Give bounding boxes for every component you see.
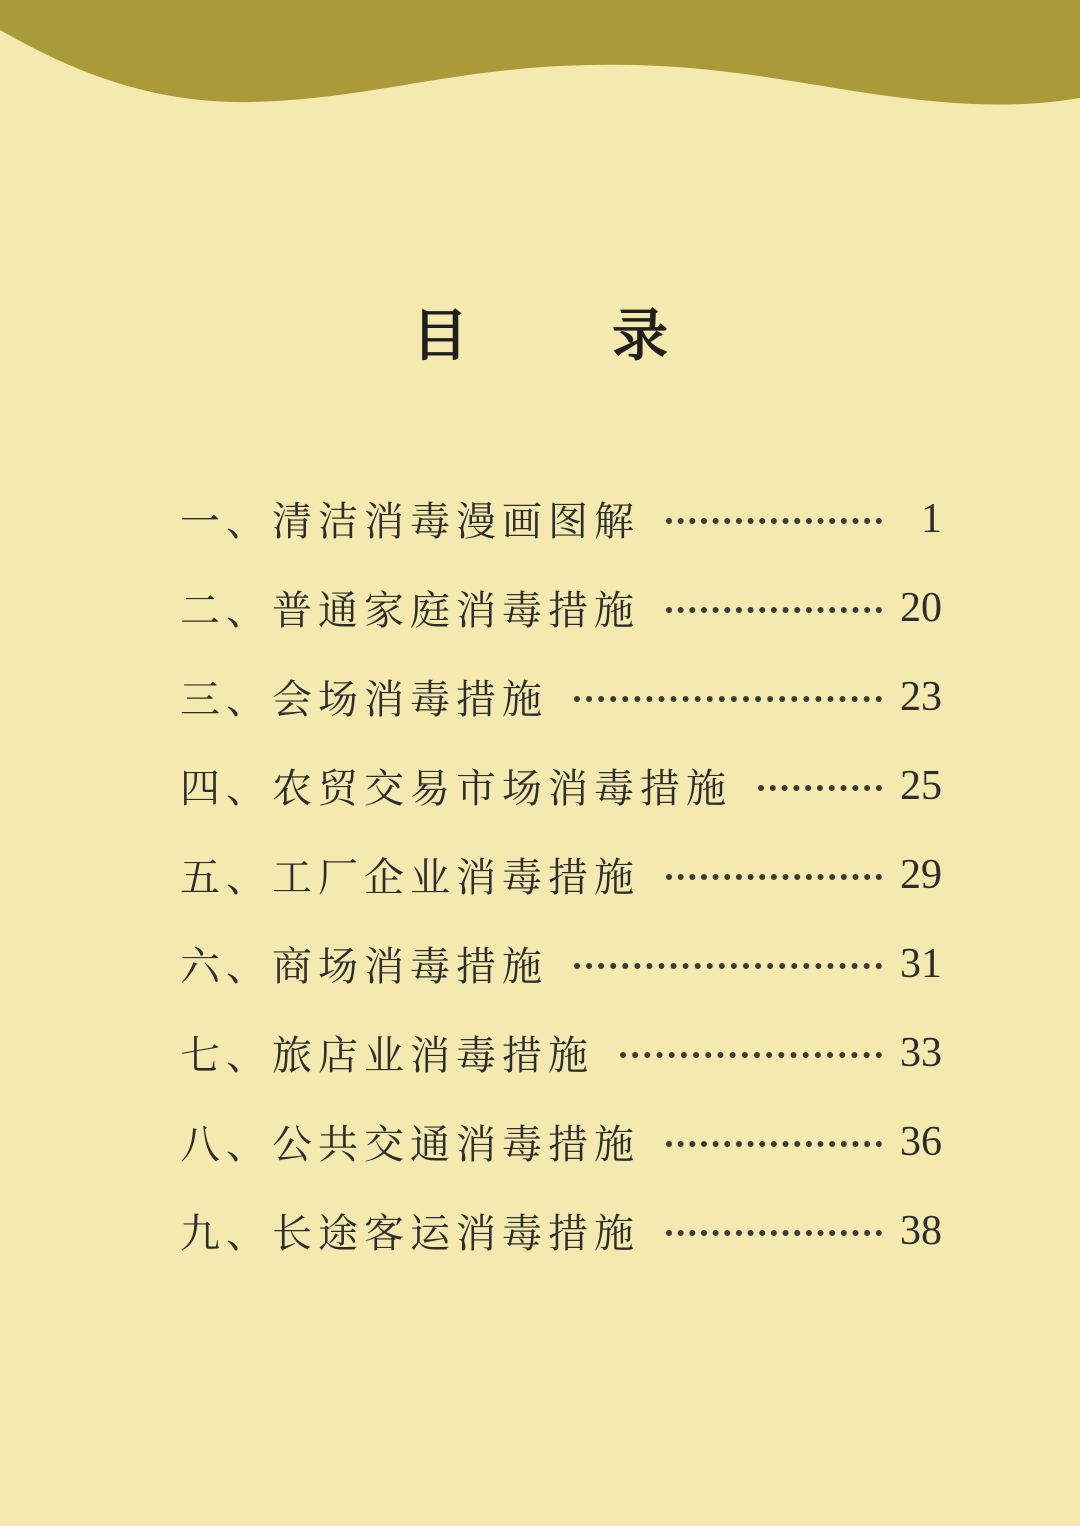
toc-entry-label: 六、商场消毒措施 [180,944,548,990]
toc-entry[interactable] [180,474,942,563]
dot-leader [620,1052,882,1058]
toc-entry-page-number: 20 [900,584,942,631]
toc-entry-page-number: 29 [900,851,942,898]
dot-leader [666,874,882,880]
toc-entry-label: 九、长途客运消毒措施 [180,1211,640,1257]
toc-entry-label: 七、旅店业消毒措施 [180,1033,594,1079]
toc-entry[interactable] [180,830,942,919]
toc-entry-page-number: 33 [900,1029,942,1076]
toc-entry[interactable] [180,1097,942,1186]
toc-entry-label: 一、清洁消毒漫画图解 [180,499,640,545]
toc-entry[interactable] [180,919,942,1008]
decorative-wave-header [0,0,1080,120]
toc-list [180,474,942,1275]
toc-entry[interactable] [180,652,942,741]
toc-entry-page-number: 38 [900,1207,942,1254]
page-title: 目 录 [412,303,712,369]
toc-entry-label: 四、农贸交易市场消毒措施 [180,766,732,812]
toc-entry-page-number: 36 [900,1118,942,1165]
toc-entry-page-number: 25 [900,762,942,809]
toc-entry-page-number: 1 [921,495,942,542]
toc-entry[interactable] [180,563,942,652]
toc-entry[interactable] [180,1008,942,1097]
toc-entry-label: 八、公共交通消毒措施 [180,1122,640,1168]
dot-leader [574,963,882,969]
toc-entry[interactable] [180,1186,942,1275]
dot-leader [758,785,882,791]
toc-entry-page-number: 23 [900,673,942,720]
toc-entry-label: 三、会场消毒措施 [180,677,548,723]
toc-entry-label: 二、普通家庭消毒措施 [180,588,640,634]
dot-leader [666,607,882,613]
dot-leader [666,518,882,524]
toc-entry-label: 五、工厂企业消毒措施 [180,855,640,901]
toc-entry-page-number: 31 [900,940,942,987]
dot-leader [574,696,882,702]
toc-entry[interactable] [180,741,942,830]
dot-leader [666,1141,882,1147]
dot-leader [666,1230,882,1236]
